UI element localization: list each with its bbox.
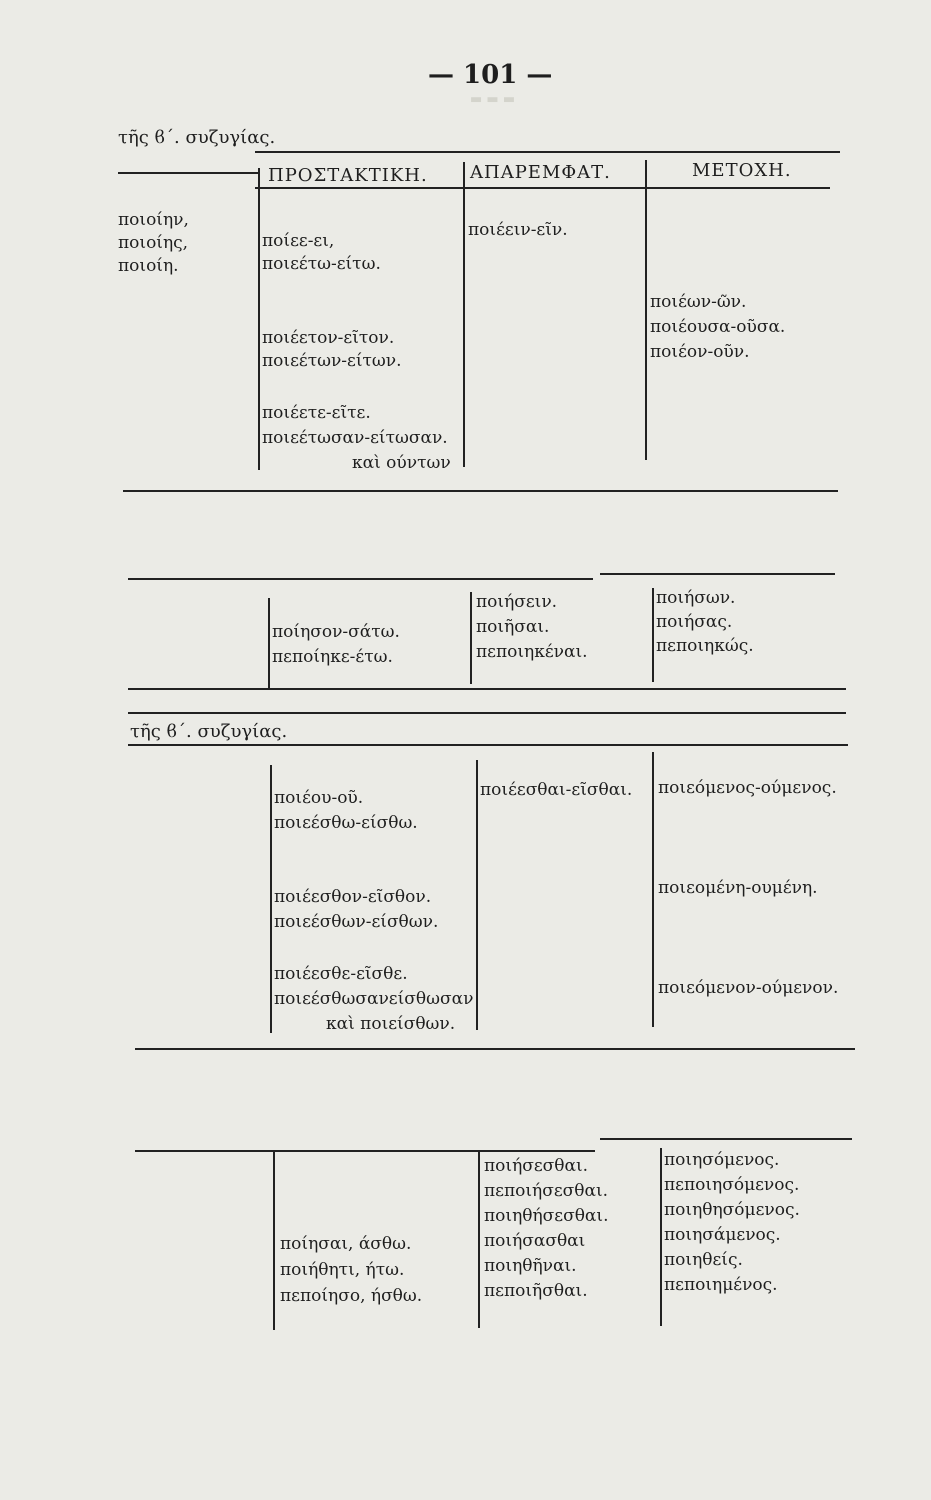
imperative-form: καὶ ούντων (352, 453, 451, 473)
infinitive-form: ποιηθήσεσθαι. (484, 1206, 609, 1226)
section4-top-rule-left (135, 1150, 595, 1152)
infinitive-form: ποιήσεσθαι. (484, 1156, 589, 1176)
infinitive-form: πεποιῆσθαι. (484, 1281, 588, 1301)
participle-form: ποιεόμενος-ούμενος. (658, 778, 837, 798)
section3-top-rule (128, 712, 846, 714)
infinitive-form: πεποιήσεσθαι. (484, 1181, 609, 1201)
infinitive-form: ποιέειν-εῖν. (468, 220, 568, 240)
section2-top-rule-right (600, 573, 835, 575)
participle-form: ποιεόμενον-ούμενον. (658, 978, 839, 998)
imperative-form: ποιέετε-εῖτε. (262, 403, 371, 423)
section2-divider-3 (652, 588, 654, 682)
optative-form: ποιοίην, (118, 210, 189, 230)
page-number: — 101 — (428, 60, 553, 90)
imperative-form: ποίησον-σάτω. (272, 622, 400, 642)
imperative-form: ποιεέσθω-είσθω. (274, 813, 418, 833)
participle-form: ποιήσας. (656, 612, 733, 632)
imperative-form: ποιέεσθε-εῖσθε. (274, 964, 408, 984)
section1-divider-2 (463, 162, 465, 467)
infinitive-form: ποιήσειν. (476, 592, 558, 612)
imperative-form: ποιεέσθων-είσθων. (274, 912, 439, 932)
section3-bottom-rule (135, 1048, 855, 1050)
section2-top-rule-left (128, 578, 593, 580)
section4-top-rule-right (600, 1138, 852, 1140)
participle-form: ποιήσων. (656, 588, 736, 608)
header-infinitive: ΑΠΑΡΕΜΦΑΤ. (470, 162, 611, 183)
imperative-form: καὶ ποιείσθων. (326, 1014, 456, 1034)
imperative-form: ποιεέτων-είτων. (262, 351, 402, 371)
section3-divider-1 (270, 765, 272, 1033)
imperative-form: πεποίησο, ήσθω. (280, 1286, 423, 1306)
participle-form: ποιεομένη-ουμένη. (658, 878, 818, 898)
section2-divider-1 (268, 598, 270, 688)
section3-divider-2 (476, 760, 478, 1030)
imperative-form: ποιεέσθωσανείσθωσαν (274, 989, 474, 1009)
imperative-form: ποιεέτωσαν-είτωσαν. (262, 428, 448, 448)
imperative-form: ποιήθητι, ήτω. (280, 1260, 405, 1280)
participle-form: ποιέον-οῦν. (650, 342, 750, 362)
section1-header-rule (255, 187, 830, 189)
section3-caption: τῆς ϐ΄. συζυγίας. (130, 721, 288, 742)
imperative-form: ποιέεσθον-εῖσθον. (274, 887, 432, 907)
section4-divider-3 (660, 1148, 662, 1326)
participle-form: πεποιημένος. (664, 1275, 778, 1295)
imperative-form: ποιέετον-εῖτον. (262, 328, 395, 348)
participle-form: ποιηθείς. (664, 1250, 743, 1270)
infinitive-form: πεποιηκέναι. (476, 642, 588, 662)
infinitive-form: ποιέεσθαι-εῖσθαι. (480, 780, 633, 800)
section3-header-rule (128, 744, 848, 746)
imperative-form: πεποίηκε-έτω. (272, 647, 393, 667)
section3-divider-3 (652, 752, 654, 1027)
participle-form: ποιηθησόμενος. (664, 1200, 800, 1220)
header-participle: ΜΕΤΟΧΗ. (692, 160, 792, 181)
bleed-through-texture: ▬ ▬ ▬ (470, 92, 516, 107)
imperative-form: ποίησαι, άσθω. (280, 1234, 412, 1254)
imperative-form: ποιέου-οῦ. (274, 788, 364, 808)
optative-form: ποιοίης, (118, 233, 189, 253)
section1-caption: τῆς ϐ΄. συζυγίας. (118, 127, 276, 148)
section1-divider-1 (258, 168, 260, 470)
participle-form: πεποιησόμενος. (664, 1175, 800, 1195)
section2-bottom-rule (128, 688, 846, 690)
participle-form: ποιέουσα-οῦσα. (650, 317, 786, 337)
participle-form: πεποιηκώς. (656, 636, 754, 656)
section2-divider-2 (470, 592, 472, 684)
participle-form: ποιησάμενος. (664, 1225, 781, 1245)
section4-divider-2 (478, 1150, 480, 1328)
imperative-form: ποίεε-ει, (262, 231, 335, 251)
infinitive-form: ποιῆσαι. (476, 617, 550, 637)
header-imperative: ΠΡΟΣΤΑΚΤΙΚΗ. (268, 165, 428, 186)
optative-form: ποιοίη. (118, 256, 179, 276)
section1-top-rule (255, 151, 840, 153)
section1-left-rule (118, 172, 258, 174)
infinitive-form: ποιήσασθαι (484, 1231, 586, 1251)
section4-divider-1 (273, 1150, 275, 1330)
participle-form: ποιησόμενος. (664, 1150, 780, 1170)
section1-bottom-rule (123, 490, 838, 492)
imperative-form: ποιεέτω-είτω. (262, 254, 381, 274)
section1-divider-3 (645, 160, 647, 460)
participle-form: ποιέων-ῶν. (650, 292, 747, 312)
infinitive-form: ποιηθῆναι. (484, 1256, 577, 1276)
